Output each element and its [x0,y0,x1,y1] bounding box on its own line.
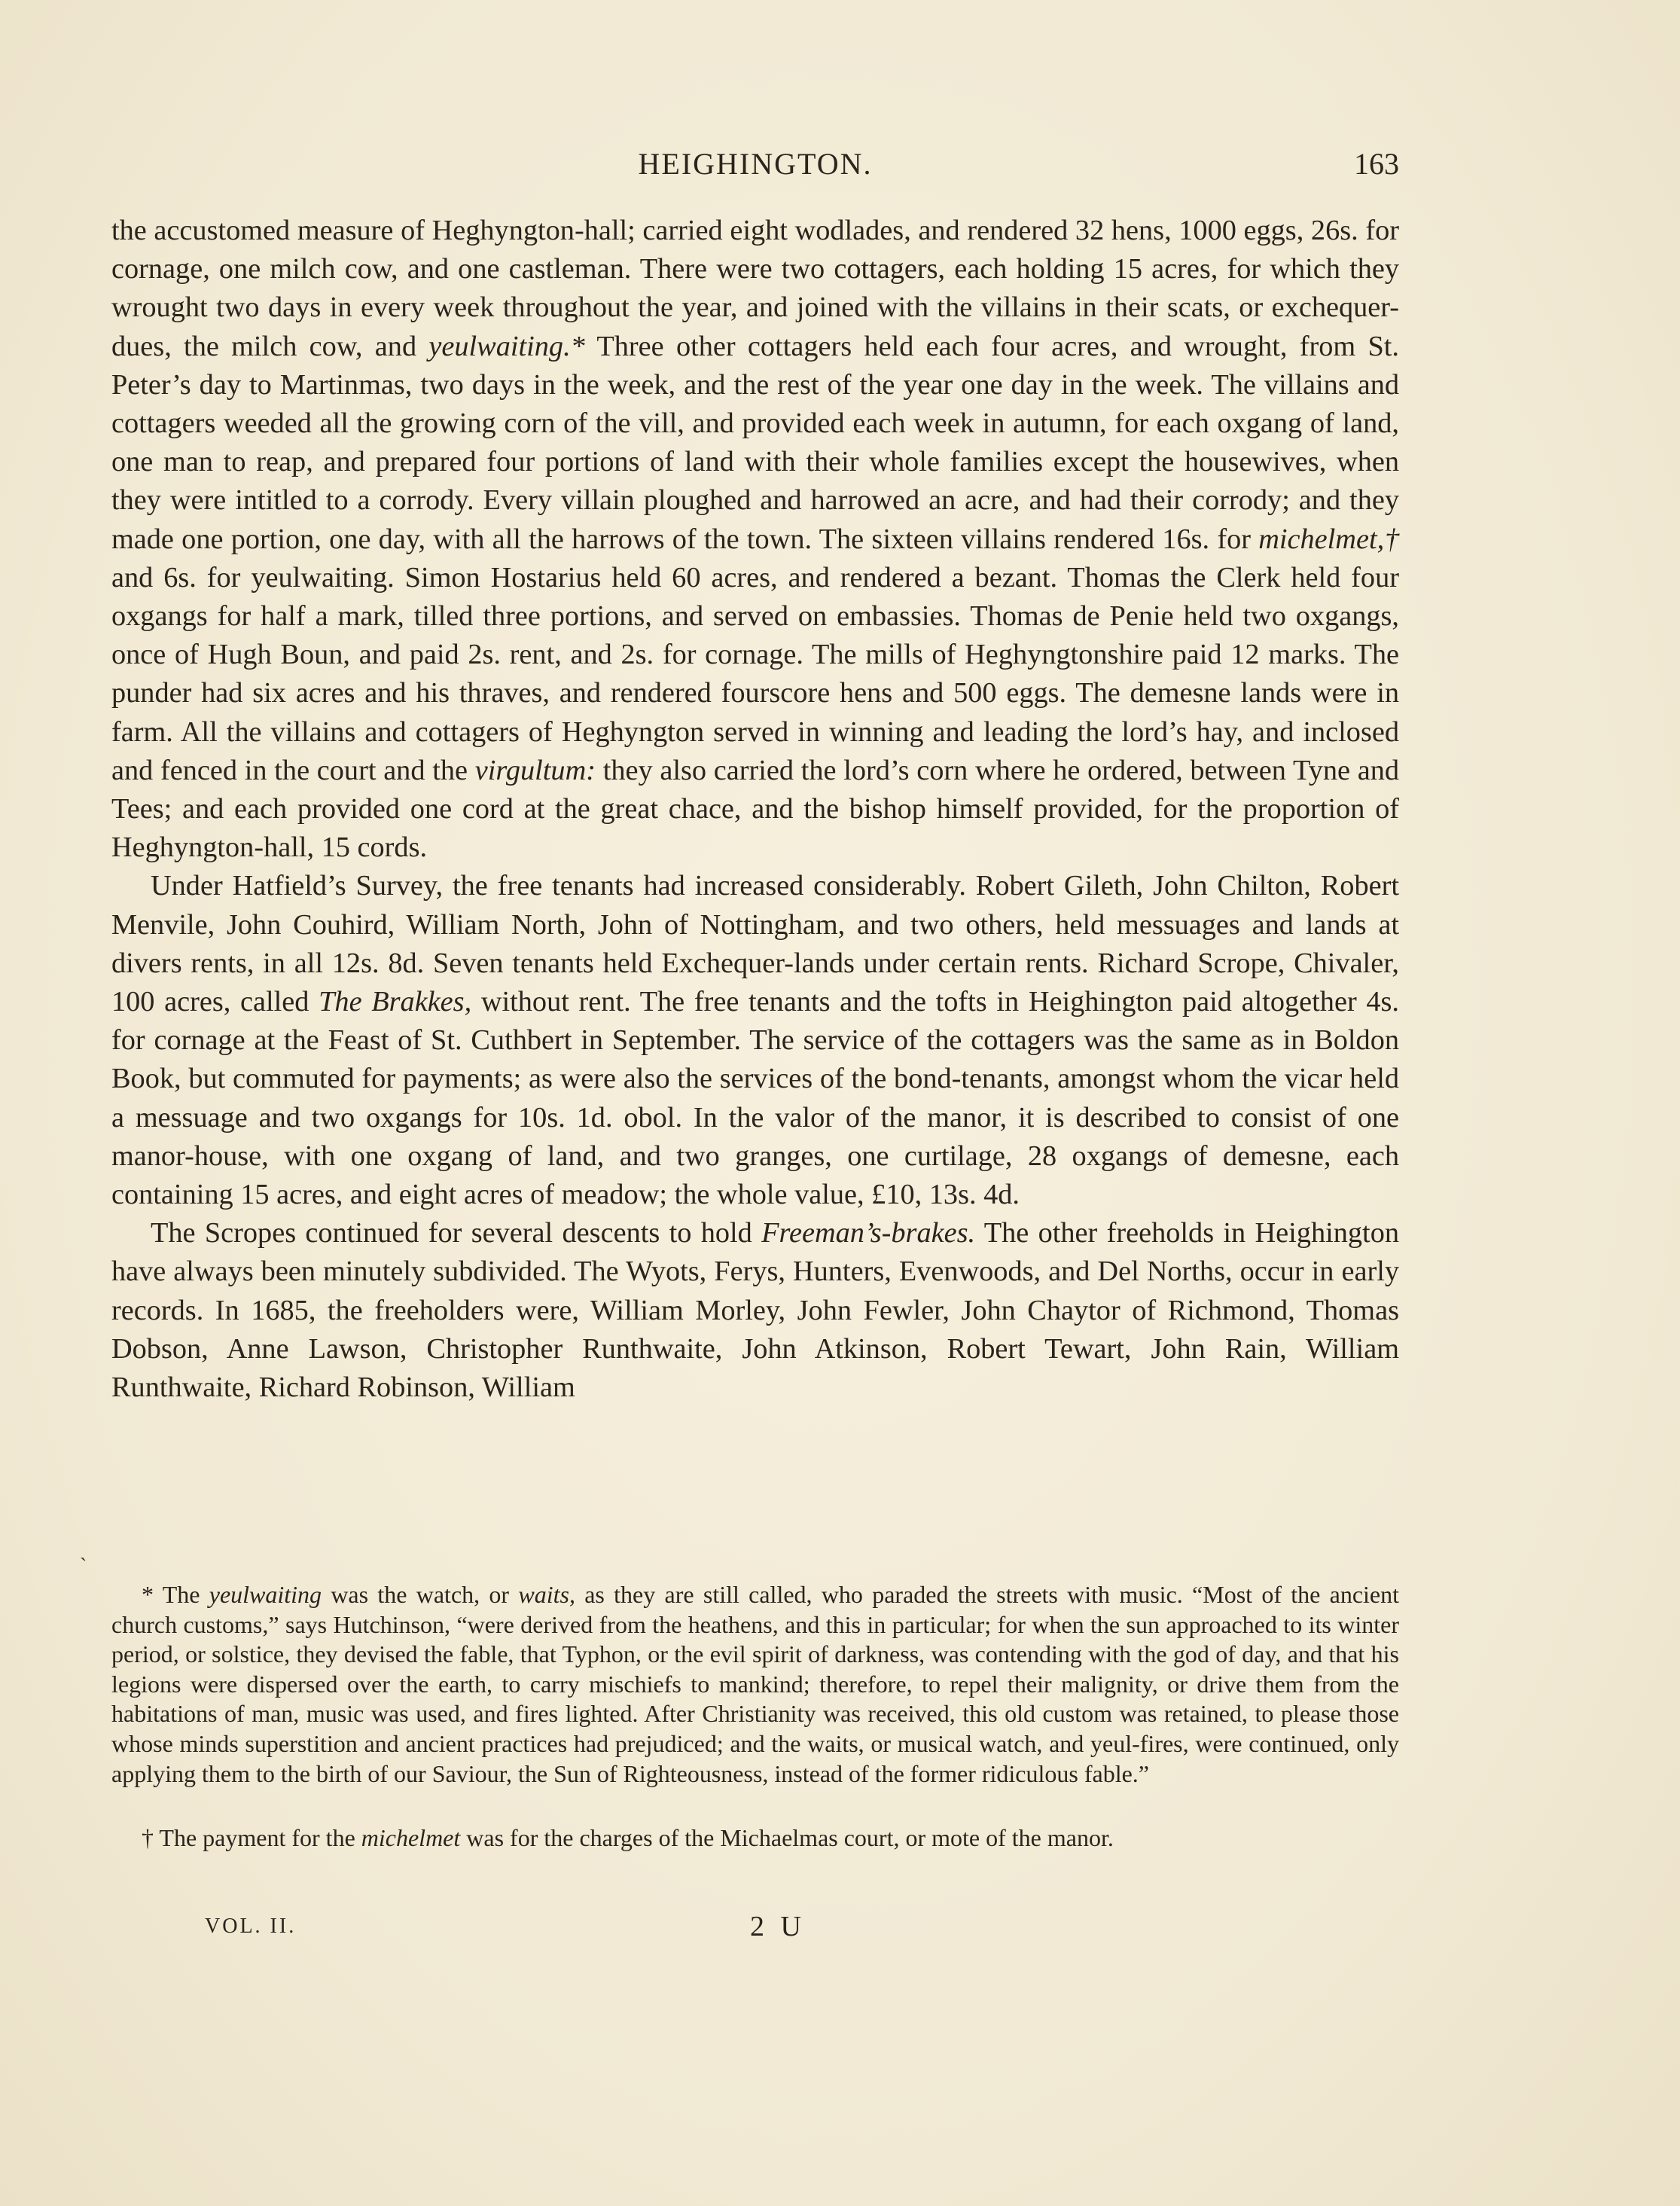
p2-italic-brakkes: The Brakkes, [319,986,472,1018]
page-footer [205,1911,958,1948]
p3-text-c: The other freeholds in Heighington have always been minutely subdivided. The Wyots, Ferys, Hunters, Evenwoods, and Del Norths, occur in early records. In 1685, the freeholders were, William Morley, John Fewler, John Chaytor of Richmond, Thomas Dobson, Anne Lawson, Christopher Runthwaite, John Atkinson, Robert Tewart, John Rain, William Runthwaite, Richard Robinson, William [111,1217,1399,1404]
page-number: 163 [1354,147,1399,181]
p3-text-a: The Scropes continued for several descents to hold [151,1217,762,1249]
page-header [111,142,1399,187]
fn2-italic-michelmet: michelmet [361,1824,461,1852]
volume-label: VOL. II. [205,1915,297,1938]
footnote-asterisk [111,1580,1399,1789]
fn1-text-a: * The [142,1581,209,1608]
fn2-text-a: † The payment for the [142,1824,361,1852]
fn1-italic-waits: waits, [518,1581,575,1608]
p1-italic-yeulwaiting: yeulwaiting.* [428,330,585,362]
running-head: HEIGHINGTON. [638,147,873,181]
p2-text-c: without rent. The free tenants and the tofts in Heighington paid altogether 4s. for cornage at the Feast of St. Cuthbert in September. The service of the cottagers was the same as in Boldon Book, but commuted for payments; as were also the services of the bond-tenants, amongst whom the vicar held a messuage and two oxgangs for 10s. 1d. obol. In the valor of the manor, it is described to consist of one manor-house, with one oxgang of land, and two granges, one curtilage, 28 oxgangs of demesne, each containing 15 acres, and eight acres of meadow; the whole value, £10, 13s. 4d. [111,986,1399,1211]
body-text [111,212,1399,1407]
fn1-text-e: as they are still called, who paraded the streets with music. “Most of the ancient church customs,” says Hutchinson, “were derived from the heathens, and this in particular; for when the sun approached to its winter period, or solstice, they devised the fable, that Typhon, or the evil spirit of darkness, was contending with the god of day, and that his legions were dispersed over the earth, to carry mischiefs to mankind; therefore, to repel their malignity, or drive them from the habitations of man, music was used, and fires lighted. After Christianity was received, this old custom was retained, to please those whose minds superstition and ancient practices had prejudiced; and the waits, or musical watch, and yeul-fires, were continued, only applying them to the birth of our Saviour, the Sun of Righteousness, instead of the former ridiculous fable.” [111,1581,1400,1787]
p1-text-g: they also carried the lord’s corn where he ordered, between Tyne and Tees; and each provided one cord at the great chace, and the bishop himself provided, for the proportion of Heghyngton-hall, 15 cords. [111,754,1400,864]
fn1-italic-yeulwaiting: yeulwaiting [209,1581,322,1608]
footnote-dagger [111,1823,1399,1854]
paragraph-2 [111,867,1399,1214]
margin-tick-mark: ` [80,1555,87,1578]
paragraph-3 [111,1214,1399,1407]
p1-italic-virgultum: virgultum: [474,754,596,786]
fn1-text-c: was the watch, or [322,1581,519,1608]
p2-text-a: Under Hatfield’s Survey, the free tenants had increased considerably. Robert Gileth, John Chilton, Robert Menvile, John Couhird, William North, John of Nottingham, and two others, held messuages and lands at divers rents, in all 12s. 8d. Seven tenants held Exchequer-lands under certain rents. Richard Scrope, Chivaler, 100 acres, called [111,870,1399,1018]
p1-text-e: and 6s. for yeulwaiting. Simon Hostarius held 60 acres, and rendered a bezant. Thomas the Clerk held four oxgangs for half a mark, tilled three portions, and served on embassies. Thomas de Penie held two oxgangs, once of Hugh Boun, and paid 2s. rent, and 2s. for cornage. The mills of Heghyngtonshire paid 12 marks. The punder had six acres and his thraves, and rendered fourscore hens and 500 eggs. The demesne lands were in farm. All the villains and cottagers of Heghyngton served in winning and leading the lord’s hay, and inclosed and fenced in the court and the [111,561,1399,786]
p3-italic-freemans-brakes: Freeman’s-brakes. [761,1217,976,1249]
footnotes [111,1580,1399,1854]
p1-text-c: Three other cottagers held each four acres, and wrought, from St. Peter’s day to Martinmas, two days in the week, and the rest of the year one day in the week. The villains and cottagers weeded all the growing corn of the vill, and provided each week in autumn, for each oxgang of land, one man to reap, and prepared four portions of land with their whole families except the housewives, when they were intitled to a corrody. Every villain ploughed and harrowed an acre, and had their corrody; and they made one portion, one day, with all the harrows of the town. The sixteen villains rendered 16s. for [111,330,1399,555]
paragraph-1 [111,212,1399,867]
p1-text-a: the accustomed measure of Heghyngton-hall; carried eight wodlades, and rendered 32 hens, 1000 eggs, 26s. for cornage, one milch cow, and one castleman. There were two cottagers, each holding 15 acres, for which they wrought two days in every week throughout the year, and joined with the villains in their scats, or exchequer-dues, the milch cow, and [111,215,1399,362]
p1-italic-michelmet: michelmet,† [1258,523,1399,555]
signature-mark: 2 U [750,1911,806,1942]
fn2-text-c: was for the charges of the Michaelmas court, or mote of the manor. [460,1824,1114,1852]
